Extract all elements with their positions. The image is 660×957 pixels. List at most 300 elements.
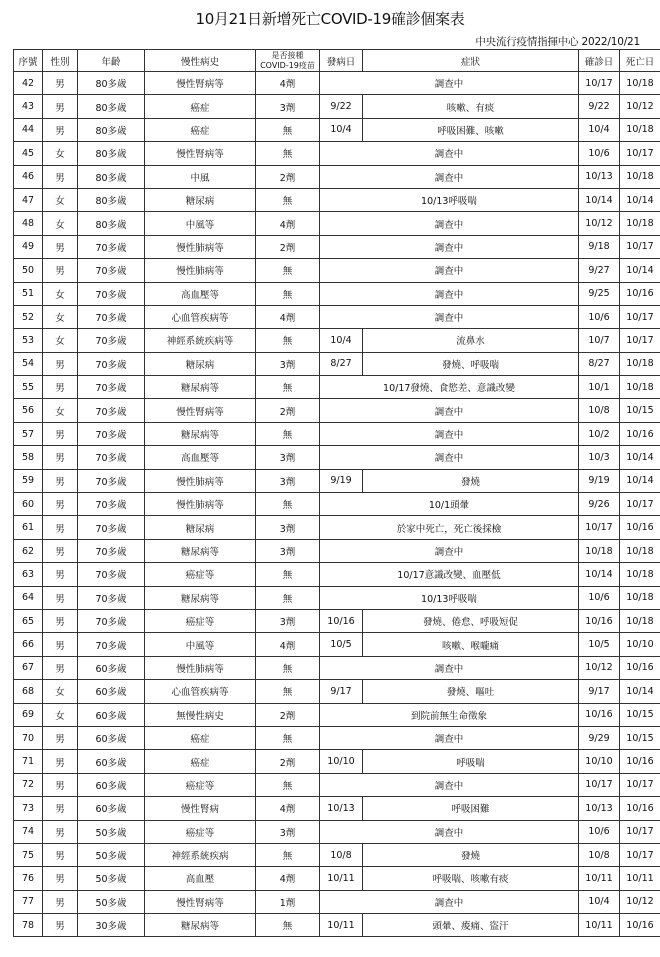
cell-vaccination: 無 (256, 773, 320, 796)
cell-confirm: 10/5 (579, 633, 620, 656)
cell-sex: 男 (43, 539, 78, 562)
cell-age: 70多歲 (78, 235, 145, 258)
cell-id: 43 (14, 95, 43, 118)
cell-history: 癌症 (145, 118, 256, 141)
cell-death: 10/14 (620, 188, 660, 211)
cell-history: 糖尿病等 (145, 376, 256, 399)
page-title: 10月21日新增死亡COVID-19確診個案表 (195, 10, 465, 28)
cell-age: 60多歲 (78, 726, 145, 749)
cell-confirm: 9/29 (579, 726, 620, 749)
cell-confirm: 10/6 (579, 820, 620, 843)
table-row (14, 820, 660, 843)
table-header-row (14, 50, 660, 72)
cell-id: 75 (14, 843, 43, 866)
cell-symptom: 調查中 (320, 446, 579, 469)
header-vaccination-line1: 是否接種 (271, 50, 304, 60)
table-row (14, 188, 660, 211)
cell-vaccination: 無 (256, 422, 320, 445)
cell-confirm: 9/18 (579, 235, 620, 258)
table-row (14, 493, 660, 516)
cell-vaccination: 無 (256, 726, 320, 749)
cell-id: 49 (14, 235, 43, 258)
cell-id: 68 (14, 680, 43, 703)
cell-death: 10/18 (620, 72, 660, 95)
cell-history: 糖尿病 (145, 516, 256, 539)
cell-symptom: 發燒、呼吸喘 (363, 352, 579, 375)
cell-confirm: 10/13 (579, 165, 620, 188)
table-row (14, 609, 660, 632)
cell-symptom: 調查中 (320, 142, 579, 165)
cell-death: 10/16 (620, 914, 660, 937)
cell-symptom: 發燒、嘔吐 (363, 680, 579, 703)
cell-age: 60多歲 (78, 656, 145, 679)
cell-symptom: 發燒 (363, 843, 579, 866)
cell-sex: 男 (43, 516, 78, 539)
cell-sex: 男 (43, 633, 78, 656)
cell-symptom: 調查中 (320, 165, 579, 188)
cell-id: 44 (14, 118, 43, 141)
table-row (14, 446, 660, 469)
cell-history: 慢性腎病等 (145, 142, 256, 165)
cell-id: 63 (14, 563, 43, 586)
cell-history: 癌症 (145, 726, 256, 749)
cell-history: 糖尿病 (145, 188, 256, 211)
cell-death: 10/18 (620, 165, 660, 188)
cell-sex: 男 (43, 493, 78, 516)
cell-id: 64 (14, 586, 43, 609)
cell-confirm: 10/17 (579, 516, 620, 539)
cell-age: 80多歲 (78, 118, 145, 141)
cell-confirm: 9/26 (579, 493, 620, 516)
cell-vaccination: 無 (256, 843, 320, 866)
cell-age: 50多歲 (78, 843, 145, 866)
cell-vaccination: 3劑 (256, 609, 320, 632)
cell-onset: 10/16 (320, 609, 363, 632)
cell-history: 高血壓等 (145, 282, 256, 305)
cell-vaccination: 無 (256, 376, 320, 399)
table-row (14, 890, 660, 913)
cell-age: 80多歲 (78, 142, 145, 165)
cell-death: 10/10 (620, 633, 660, 656)
cell-symptom: 調查中 (320, 282, 579, 305)
table-row (14, 726, 660, 749)
cell-sex: 女 (43, 142, 78, 165)
table-row (14, 165, 660, 188)
header-age: 年齡 (78, 50, 145, 72)
cell-history: 慢性肺病等 (145, 469, 256, 492)
cell-onset: 10/11 (320, 867, 363, 890)
cell-onset: 10/4 (320, 118, 363, 141)
cell-symptom: 調查中 (320, 235, 579, 258)
cell-symptom: 於家中死亡，死亡後採檢 (320, 516, 579, 539)
cell-history: 中風 (145, 165, 256, 188)
cell-sex: 男 (43, 609, 78, 632)
cell-history: 慢性肺病等 (145, 235, 256, 258)
cell-confirm: 10/6 (579, 142, 620, 165)
cell-symptom: 10/17意識改變、血壓低 (320, 563, 579, 586)
cell-sex: 女 (43, 329, 78, 352)
cell-id: 48 (14, 212, 43, 235)
cell-id: 51 (14, 282, 43, 305)
cell-sex: 女 (43, 680, 78, 703)
cell-history: 慢性腎病 (145, 797, 256, 820)
cell-age: 60多歲 (78, 797, 145, 820)
table-row (14, 633, 660, 656)
cell-death: 10/17 (620, 305, 660, 328)
cell-vaccination: 無 (256, 586, 320, 609)
cell-symptom: 流鼻水 (363, 329, 579, 352)
cell-sex: 女 (43, 399, 78, 422)
cell-age: 70多歲 (78, 329, 145, 352)
cell-history: 高血壓 (145, 867, 256, 890)
cell-history: 慢性肺病等 (145, 656, 256, 679)
cell-death: 10/17 (620, 329, 660, 352)
table-row (14, 843, 660, 866)
cell-history: 高血壓等 (145, 446, 256, 469)
cell-confirm: 9/25 (579, 282, 620, 305)
cell-symptom: 調查中 (320, 72, 579, 95)
cell-symptom: 調查中 (320, 259, 579, 282)
cell-id: 73 (14, 797, 43, 820)
cell-confirm: 9/22 (579, 95, 620, 118)
cell-confirm: 10/2 (579, 422, 620, 445)
cell-id: 55 (14, 376, 43, 399)
cell-vaccination: 3劑 (256, 539, 320, 562)
cell-vaccination: 2劑 (256, 750, 320, 773)
cell-confirm: 10/14 (579, 563, 620, 586)
cell-sex: 女 (43, 703, 78, 726)
cell-confirm: 10/10 (579, 750, 620, 773)
cell-id: 59 (14, 469, 43, 492)
cell-death: 10/18 (620, 539, 660, 562)
cell-vaccination: 2劑 (256, 399, 320, 422)
cell-history: 癌症等 (145, 820, 256, 843)
cell-death: 10/14 (620, 259, 660, 282)
cell-sex: 女 (43, 212, 78, 235)
cell-history: 癌症等 (145, 773, 256, 796)
cell-vaccination: 無 (256, 563, 320, 586)
cell-death: 10/16 (620, 516, 660, 539)
cell-vaccination: 4劑 (256, 305, 320, 328)
cell-vaccination: 3劑 (256, 516, 320, 539)
cell-confirm: 10/16 (579, 703, 620, 726)
cell-symptom: 頭暈、痠痛、盜汗 (363, 914, 579, 937)
cell-vaccination: 3劑 (256, 469, 320, 492)
cell-sex: 男 (43, 843, 78, 866)
cell-onset: 10/8 (320, 843, 363, 866)
table-row (14, 469, 660, 492)
cell-age: 70多歲 (78, 633, 145, 656)
cell-age: 70多歲 (78, 586, 145, 609)
table-row (14, 516, 660, 539)
cell-id: 77 (14, 890, 43, 913)
cell-id: 62 (14, 539, 43, 562)
cell-age: 70多歲 (78, 609, 145, 632)
table-row (14, 142, 660, 165)
cell-id: 76 (14, 867, 43, 890)
cell-age: 70多歲 (78, 469, 145, 492)
cell-sex: 男 (43, 72, 78, 95)
cell-confirm: 10/11 (579, 914, 620, 937)
cell-vaccination: 4劑 (256, 212, 320, 235)
table-row (14, 867, 660, 890)
cell-history: 癌症等 (145, 563, 256, 586)
cell-symptom: 呼吸困難 (363, 797, 579, 820)
table-row (14, 212, 660, 235)
cell-sex: 男 (43, 165, 78, 188)
cell-symptom: 呼吸喘、咳嗽有痰 (363, 867, 579, 890)
cell-id: 61 (14, 516, 43, 539)
cell-death: 10/14 (620, 446, 660, 469)
cell-vaccination: 3劑 (256, 352, 320, 375)
cell-history: 慢性腎病等 (145, 399, 256, 422)
cell-death: 10/17 (620, 843, 660, 866)
case-table (13, 49, 660, 937)
table-row (14, 680, 660, 703)
table-row (14, 72, 660, 95)
cell-confirm: 10/4 (579, 890, 620, 913)
cell-id: 66 (14, 633, 43, 656)
cell-death: 10/15 (620, 399, 660, 422)
cell-sex: 女 (43, 305, 78, 328)
cell-history: 慢性肺病等 (145, 259, 256, 282)
cell-symptom: 10/13呼吸喘 (320, 586, 579, 609)
cell-id: 65 (14, 609, 43, 632)
cell-sex: 男 (43, 352, 78, 375)
cell-sex: 男 (43, 235, 78, 258)
cell-vaccination: 3劑 (256, 446, 320, 469)
cell-death: 10/18 (620, 118, 660, 141)
cell-age: 50多歲 (78, 867, 145, 890)
cell-sex: 男 (43, 797, 78, 820)
cell-age: 80多歲 (78, 188, 145, 211)
table-row (14, 539, 660, 562)
cell-symptom: 發燒 (363, 469, 579, 492)
cell-symptom: 呼吸喘 (363, 750, 579, 773)
cell-death: 10/16 (620, 656, 660, 679)
cell-symptom: 調查中 (320, 820, 579, 843)
cell-confirm: 9/17 (579, 680, 620, 703)
cell-history: 糖尿病等 (145, 539, 256, 562)
cell-age: 70多歲 (78, 399, 145, 422)
cell-sex: 男 (43, 469, 78, 492)
header-vaccination-line2: COVID-19疫苗 (260, 60, 315, 70)
cell-vaccination: 無 (256, 680, 320, 703)
source-note: 中央流行疫情指揮中心 2022/10/21 (475, 36, 640, 48)
cell-history: 慢性肺病等 (145, 493, 256, 516)
header-onset: 發病日 (320, 50, 363, 72)
cell-symptom: 發燒、倦怠、呼吸短促 (363, 609, 579, 632)
table-row (14, 750, 660, 773)
cell-onset: 10/11 (320, 914, 363, 937)
cell-vaccination: 無 (256, 914, 320, 937)
cell-age: 70多歲 (78, 563, 145, 586)
cell-id: 54 (14, 352, 43, 375)
cell-death: 10/15 (620, 703, 660, 726)
cell-history: 心血管疾病等 (145, 305, 256, 328)
cell-symptom: 咳嗽、喉嚨痛 (363, 633, 579, 656)
table-row (14, 259, 660, 282)
cell-symptom: 呼吸困難、咳嗽 (363, 118, 579, 141)
cell-sex: 男 (43, 118, 78, 141)
cell-vaccination: 1劑 (256, 890, 320, 913)
cell-age: 70多歲 (78, 539, 145, 562)
cell-vaccination: 無 (256, 656, 320, 679)
cell-sex: 女 (43, 188, 78, 211)
cell-vaccination: 無 (256, 493, 320, 516)
cell-age: 30多歲 (78, 914, 145, 937)
cell-vaccination: 無 (256, 188, 320, 211)
cell-confirm: 9/19 (579, 469, 620, 492)
cell-id: 58 (14, 446, 43, 469)
cell-confirm: 10/11 (579, 867, 620, 890)
cell-vaccination: 2劑 (256, 165, 320, 188)
cell-symptom: 到院前無生命徵象 (320, 703, 579, 726)
cell-age: 70多歲 (78, 422, 145, 445)
cell-confirm: 9/27 (579, 259, 620, 282)
cell-id: 67 (14, 656, 43, 679)
cell-vaccination: 4劑 (256, 72, 320, 95)
cell-history: 癌症 (145, 95, 256, 118)
cell-id: 72 (14, 773, 43, 796)
cell-age: 70多歲 (78, 446, 145, 469)
cell-symptom: 調查中 (320, 656, 579, 679)
cell-id: 74 (14, 820, 43, 843)
header-symptom: 症狀 (363, 50, 579, 72)
table-row (14, 399, 660, 422)
cell-sex: 女 (43, 282, 78, 305)
table-row (14, 376, 660, 399)
cell-history: 神經系統疾病等 (145, 329, 256, 352)
cell-sex: 男 (43, 820, 78, 843)
cell-id: 71 (14, 750, 43, 773)
cell-vaccination: 4劑 (256, 797, 320, 820)
cell-confirm: 10/18 (579, 539, 620, 562)
cell-death: 10/14 (620, 469, 660, 492)
table-row (14, 563, 660, 586)
cell-confirm: 10/16 (579, 609, 620, 632)
table-row (14, 329, 660, 352)
table-row (14, 703, 660, 726)
cell-age: 80多歲 (78, 165, 145, 188)
cell-symptom: 10/1頭暈 (320, 493, 579, 516)
cell-vaccination: 無 (256, 282, 320, 305)
cell-sex: 男 (43, 914, 78, 937)
cell-age: 70多歲 (78, 376, 145, 399)
cell-sex: 男 (43, 867, 78, 890)
cell-vaccination: 2劑 (256, 703, 320, 726)
cell-history: 無慢性病史 (145, 703, 256, 726)
cell-death: 10/14 (620, 680, 660, 703)
cell-confirm: 10/6 (579, 586, 620, 609)
cell-onset: 9/17 (320, 680, 363, 703)
cell-confirm: 10/14 (579, 188, 620, 211)
cell-vaccination: 無 (256, 142, 320, 165)
cell-history: 癌症等 (145, 609, 256, 632)
cell-id: 70 (14, 726, 43, 749)
cell-sex: 男 (43, 656, 78, 679)
cell-confirm: 10/8 (579, 843, 620, 866)
cell-onset: 10/5 (320, 633, 363, 656)
header-history: 慢性病史 (145, 50, 256, 72)
cell-age: 80多歲 (78, 95, 145, 118)
cell-symptom: 10/17發燒、食慾差、意識改變 (320, 376, 579, 399)
cell-confirm: 10/13 (579, 797, 620, 820)
cell-history: 糖尿病等 (145, 422, 256, 445)
cell-death: 10/18 (620, 352, 660, 375)
cell-symptom: 咳嗽、有痰 (363, 95, 579, 118)
cell-age: 60多歲 (78, 703, 145, 726)
table-row (14, 95, 660, 118)
cell-death: 10/18 (620, 586, 660, 609)
cell-onset: 8/27 (320, 352, 363, 375)
cell-symptom: 調查中 (320, 422, 579, 445)
cell-confirm: 10/4 (579, 118, 620, 141)
cell-vaccination: 無 (256, 329, 320, 352)
cell-confirm: 10/7 (579, 329, 620, 352)
table-row (14, 914, 660, 937)
cell-history: 中風等 (145, 212, 256, 235)
cell-sex: 男 (43, 890, 78, 913)
table-row (14, 797, 660, 820)
cell-age: 70多歲 (78, 259, 145, 282)
cell-onset: 9/22 (320, 95, 363, 118)
cell-death: 10/16 (620, 750, 660, 773)
header-death: 死亡日 (620, 50, 660, 72)
table-row (14, 305, 660, 328)
cell-confirm: 10/3 (579, 446, 620, 469)
cell-id: 60 (14, 493, 43, 516)
cell-age: 50多歲 (78, 890, 145, 913)
table-row (14, 422, 660, 445)
table-row (14, 118, 660, 141)
cell-death: 10/11 (620, 867, 660, 890)
cell-death: 10/15 (620, 726, 660, 749)
cell-death: 10/17 (620, 235, 660, 258)
cell-history: 糖尿病等 (145, 914, 256, 937)
cell-id: 45 (14, 142, 43, 165)
cell-age: 70多歲 (78, 282, 145, 305)
cell-symptom: 10/13呼吸喘 (320, 188, 579, 211)
cell-age: 60多歲 (78, 750, 145, 773)
cell-sex: 男 (43, 95, 78, 118)
header-id: 序號 (14, 50, 43, 72)
header-vaccination (256, 50, 320, 72)
cell-vaccination: 4劑 (256, 867, 320, 890)
cell-death: 10/12 (620, 95, 660, 118)
cell-id: 69 (14, 703, 43, 726)
cell-death: 10/16 (620, 422, 660, 445)
cell-age: 70多歲 (78, 305, 145, 328)
cell-sex: 男 (43, 563, 78, 586)
table-row (14, 656, 660, 679)
table-body (14, 72, 660, 937)
cell-age: 70多歲 (78, 493, 145, 516)
header-sex: 性別 (43, 50, 78, 72)
cell-history: 中風等 (145, 633, 256, 656)
cell-symptom: 調查中 (320, 773, 579, 796)
cell-death: 10/18 (620, 212, 660, 235)
cell-history: 慢性腎病等 (145, 72, 256, 95)
cell-vaccination: 3劑 (256, 95, 320, 118)
cell-symptom: 調查中 (320, 539, 579, 562)
cell-death: 10/16 (620, 797, 660, 820)
cell-symptom: 調查中 (320, 726, 579, 749)
table-row (14, 235, 660, 258)
cell-history: 癌症 (145, 750, 256, 773)
cell-age: 80多歲 (78, 212, 145, 235)
cell-sex: 男 (43, 750, 78, 773)
